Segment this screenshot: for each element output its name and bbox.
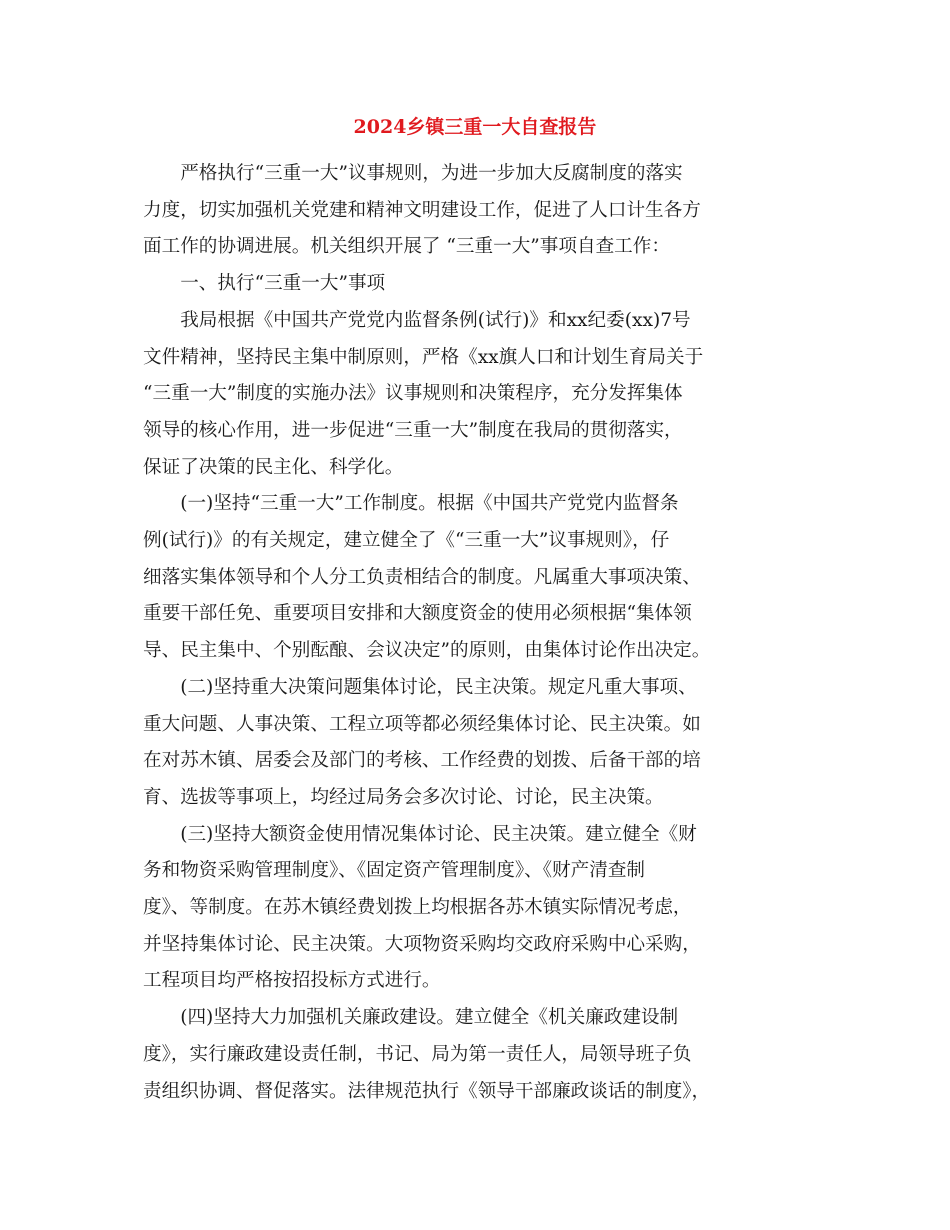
text-line: 度》，实行廉政建设责任制，书记、局为第一责任人，局领导班子负 xyxy=(143,1043,692,1065)
paragraph xyxy=(143,670,807,817)
text-line: 例(试行)》的有关规定，建立健全了《“三重一大”议事规则》，仔 xyxy=(143,530,670,552)
paragraph xyxy=(143,486,807,670)
text-line: 责组织协调、督促落实。法律规范执行《领导干部廉政谈话的制度》， xyxy=(143,1080,711,1102)
text-line: 重要干部任免、重要项目安排和大额度资金的使用必须根据“集体领 xyxy=(143,603,692,625)
text-line: 我局根据《中国共产党党内监督条例(试行)》和xx纪委(xx)7号 xyxy=(180,309,691,331)
text-line: 领导的核心作用，进一步促进“三重一大”制度在我局的贯彻落实， xyxy=(143,419,683,441)
text-line: 面工作的协调进展。机关组织开展了 “三重一大”事项自查工作： xyxy=(143,236,670,258)
paragraph xyxy=(143,1000,807,1110)
paragraph xyxy=(143,156,807,266)
text-line: (一)坚持“三重一大”工作制度。根据《中国共产党党内监督条 xyxy=(180,493,679,515)
text-line: 务和物资采购管理制度》、《固定资产管理制度》、《财产清查制 xyxy=(143,860,646,882)
text-line: 导、民主集中、个别酝酿、会议决定”的原则，由集体讨论作出决定。 xyxy=(143,640,711,662)
document-body xyxy=(143,156,807,1110)
text-line: (三)坚持大额资金使用情况集体讨论、民主决策。建立健全《财 xyxy=(180,823,697,845)
text-line: 细落实集体领导和个人分工负责相结合的制度。凡属重大事项决策、 xyxy=(143,566,701,588)
text-line: (二)坚持重大决策问题集体讨论，民主决策。规定凡重大事项、 xyxy=(180,676,697,698)
document-title: 2024乡镇三重一大自查报告 xyxy=(353,116,597,138)
text-line: 力度，切实加强机关党建和精神文明建设工作，促进了人口计生各方 xyxy=(143,199,701,221)
text-line: 一、执行“三重一大”事项 xyxy=(180,273,386,295)
text-line: 文件精神，坚持民主集中制原则，严格《xx旗人口和计划生育局关于 xyxy=(143,346,704,368)
text-line: “三重一大”制度的实施办法》议事规则和决策程序，充分发挥集体 xyxy=(143,383,683,405)
text-line: 严格执行“三重一大”议事规则，为进一步加大反腐制度的落实 xyxy=(180,163,683,184)
paragraph xyxy=(143,303,807,487)
text-line: 重大问题、人事决策、工程立项等都必须经集体讨论、民主决策。如 xyxy=(143,713,701,735)
text-line: 保证了决策的民主化、科学化。 xyxy=(143,456,404,478)
text-line: 并坚持集体讨论、民主决策。大项物资采购均交政府采购中心采购， xyxy=(143,933,701,955)
paragraph xyxy=(143,817,807,1001)
text-line: 工程项目均严格按招投标方式进行。 xyxy=(143,970,441,992)
text-line: 在对苏木镇、居委会及部门的考核、工作经费的划拨、后备干部的培 xyxy=(143,750,701,772)
paragraph xyxy=(143,266,807,303)
text-line: 育、选拔等事项上，均经过局务会多次讨论、讨论，民主决策。 xyxy=(143,786,664,808)
text-line: (四)坚持大力加强机关廉政建设。建立健全《机关廉政建设制 xyxy=(180,1007,679,1029)
text-line: 度》、等制度。在苏木镇经费划拨上均根据各苏木镇实际情况考虑， xyxy=(143,897,692,919)
